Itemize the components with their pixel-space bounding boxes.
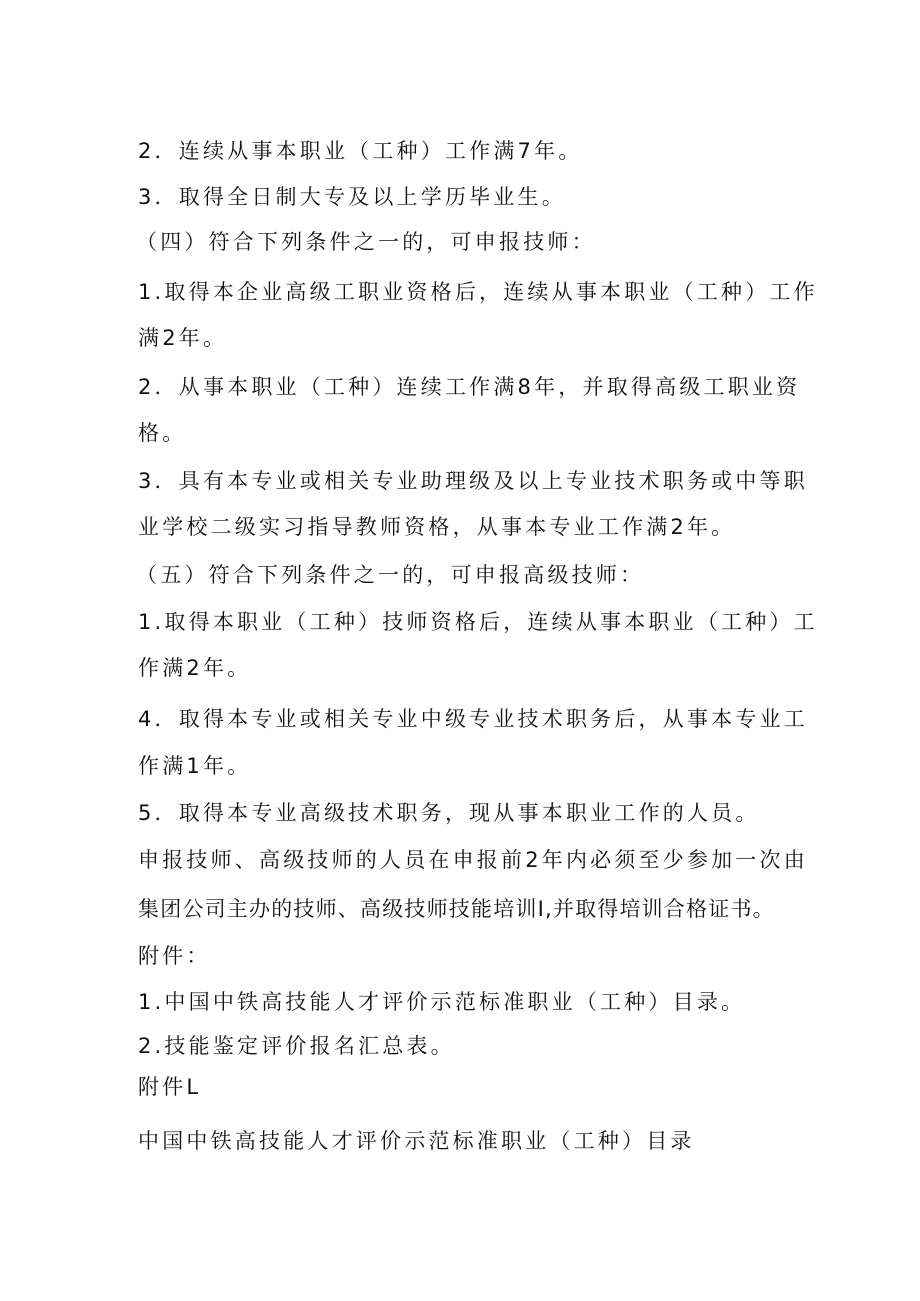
attachment-item-1: 1.中国中铁高技能人才评价示范标准职业（工种）目录。 — [138, 990, 746, 1014]
paragraph-line-4: 1.取得本企业高级工职业资格后，连续从事本职业（工种）工作 — [138, 280, 818, 304]
paragraph-line-6: 2．从事本职业（工种）连续工作满8年，并取得高级工职业资 — [138, 375, 801, 399]
paragraph-line-14: 作满1年。 — [138, 754, 252, 778]
paragraph-line-12: 作满2年。 — [138, 656, 252, 680]
attachment-label: 附件L — [138, 1075, 202, 1099]
paragraph-line-2: 3．取得全日制大专及以上学历毕业生。 — [138, 185, 566, 209]
paragraph-line-8: 3．具有本专业或相关专业助理级及以上专业技术职务或中等职 — [138, 469, 808, 493]
attachment-title: 中国中铁高技能人才评价示范标准职业（工种）目录 — [138, 1129, 695, 1153]
paragraph-line-11: 1.取得本职业（工种）技师资格后，连续从事本职业（工种）工 — [138, 610, 818, 634]
paragraph-line-1: 2．连续从事本职业（工种）工作满7年。 — [138, 139, 583, 163]
section-heading-5: （五）符合下列条件之一的，可申报高级技师： — [136, 563, 645, 587]
paragraph-line-7: 格。 — [138, 421, 187, 445]
paragraph-line-13: 4．取得本专业或相关专业中级专业技术职务后，从事本专业工 — [138, 707, 808, 731]
attachments-heading: 附件： — [138, 944, 211, 968]
paragraph-line-15: 5．取得本专业高级技术职务，现从事本职业工作的人员。 — [138, 801, 760, 825]
attachment-item-2: 2.技能鉴定评价报名汇总表。 — [138, 1034, 455, 1058]
section-heading-4: （四）符合下列条件之一的，可申报技师： — [136, 230, 596, 254]
paragraph-line-16: 申报技师、高级技师的人员在申报前2年内必须至少参加一次由 — [138, 848, 808, 872]
paragraph-line-17: 集团公司主办的技师、高级技师技能培训I,并取得培训合格证书。 — [138, 897, 775, 921]
paragraph-line-9: 业学校二级实习指导教师资格，从事本专业工作满2年。 — [138, 515, 736, 539]
paragraph-line-5: 满2年。 — [138, 326, 228, 350]
